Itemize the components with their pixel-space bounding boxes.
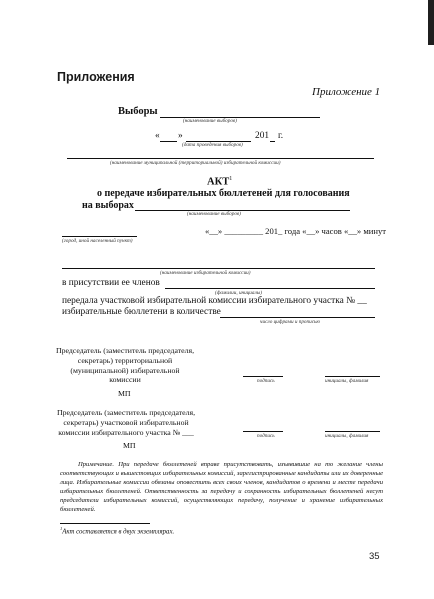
signature-2-name-line [325, 431, 380, 432]
commission2-caption: (наименование избирательной комиссии) [160, 270, 251, 276]
act-on-elections: на выборах [82, 200, 134, 211]
act-caption: (наименование выборов) [187, 211, 241, 217]
date-close-quote: » [178, 131, 183, 141]
date-year-line [270, 141, 275, 142]
signature-1-sign-caption: подпись [257, 378, 275, 384]
commission2-line [62, 268, 375, 269]
signature-2-sign-line [243, 431, 283, 432]
signature-2-seal: МП [123, 441, 136, 450]
signature-1-name-line [325, 376, 380, 377]
footnote: $^1$Акт составляется в двух экземплярах. [60, 526, 175, 536]
commission-caption: (наименование муниципальной (территориальной) избирательной комиссии) [110, 160, 281, 166]
date-caption: (дата проведения выборов) [182, 142, 243, 148]
city-line [62, 236, 137, 237]
transfer-line2: избирательные бюллетени в количестве [62, 307, 221, 317]
signature-1-title: Председатель (заместитель председателя, секретарь) территориальной (муниципальной) избирательной комиссии [55, 346, 195, 385]
presence-line [165, 288, 375, 289]
footnote-separator [60, 523, 150, 524]
appendix-label: Приложение 1 [312, 86, 381, 98]
presence-text: в присутствии ее членов [62, 278, 160, 288]
signature-2-sign-caption: подпись [257, 433, 275, 439]
signature-1-seal: МП [118, 389, 131, 398]
date-year-suffix: г. [278, 131, 284, 141]
transfer-caption: число цифрами и прописью [260, 319, 321, 325]
page-number: 35 [369, 551, 380, 562]
presence-caption: (фамилии, инициалы) [215, 290, 262, 296]
signature-2-name-caption: инициалы, фамилия [325, 433, 369, 439]
commission-line [67, 158, 374, 159]
elections-caption: (наименование выборов) [183, 118, 237, 124]
act-datetime: «__» _________ 201_ года «__» часов «__» минут [205, 226, 387, 236]
transfer-line1: передала участковой избирательной комиссии избирательного участка № __ [62, 296, 367, 306]
signature-1-sign-line [243, 376, 283, 377]
act-elections-line [135, 210, 350, 211]
date-open-quote: « [155, 131, 160, 141]
elections-label: Выборы [118, 106, 158, 117]
transfer-count-line [220, 317, 375, 318]
city-caption: (город, иной населенный пункт) [62, 238, 133, 244]
date-day-line [160, 141, 177, 142]
act-title: АКТ$^1$ [207, 176, 233, 188]
signature-1-name-caption: инициалы, фамилия [325, 378, 369, 384]
page-edge-tab [428, 0, 434, 45]
note-text: Примечание. При передаче бюллетеней вправе присутствовать, изъявившие на то желание члены соответствующих и вышестоящих избирательных комиссий, зарегистрированные кандидаты или их доверенные лица. Избирательные комиссии обязаны оповестить всех своих членов, кандидатов о времени и месте передачи избирательных бюллетеней. Ответственность за передачу и сохранность избирательных бюллетеней несут председатели избирательных комиссий, осуществляющих передачу, получение и хранение избирательных бюллетеней. [60, 461, 383, 513]
section-title: Приложения [57, 70, 135, 84]
act-subtitle: о передаче избирательных бюллетеней для голосования [97, 188, 350, 199]
signature-2-title: Председатель (заместитель председателя, секретарь) участковой избирательной комиссии избирательного участка № ___ [56, 408, 196, 437]
date-year: 201 [255, 131, 270, 141]
